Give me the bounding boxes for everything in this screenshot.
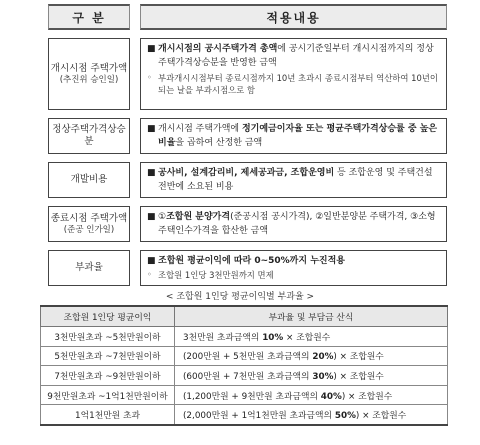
- emphasis-text: 개시시점의 공시주택가격 총액: [158, 44, 278, 54]
- list-item: ◦ 조합원 1인당 3천만원까지 면제: [147, 269, 274, 280]
- table-row: [41, 385, 448, 405]
- content-box-start-price: [140, 38, 447, 110]
- row-label: 개발비용: [70, 174, 108, 186]
- column-header-content-label: 적용내용: [266, 10, 321, 25]
- table-row: [41, 327, 448, 347]
- formula-cell: (1,200만원 + 9천만원 초과금액의 40%) × 조합원수: [175, 385, 448, 405]
- row-label: 부과율: [75, 262, 103, 274]
- range-cell: 3천만원초과 ~5천만원이하: [41, 327, 175, 347]
- row-label: 종료시점 주택가액: [50, 212, 128, 224]
- range-cell: 5천만원초과 ~7천만원이하: [41, 346, 175, 366]
- label-box-normal-increase: [48, 118, 130, 154]
- formula-cell: (200만원 + 5천만원 초과금액의 20%) × 조합원수: [175, 346, 448, 366]
- levy-rate-table: [40, 305, 448, 426]
- content-box-normal-increase: [140, 118, 447, 154]
- table-row: [41, 366, 448, 386]
- list-item: ■ ①조합원 분양가격(준공시점 공시가격), ②일반분양분 주택가격, ③소형주택인수가격을 합산한 금액: [147, 212, 436, 236]
- table-header-cell: 조합원 1인당 평균이익: [41, 306, 175, 327]
- row-label: 개시시점 주택가액: [50, 62, 128, 74]
- range-cell: 1억1천만원 초과: [41, 405, 175, 425]
- row-sublabel: (준공 인가일): [63, 224, 115, 235]
- column-header-category: [48, 4, 130, 30]
- emphasis-text: 공사비, 설계감리비, 제세공과금, 조합운영비: [158, 168, 335, 178]
- content-box-development-cost: [140, 162, 447, 198]
- list-item: ■ 공사비, 설계감리비, 제세공과금, 조합운영비 등 조합운영 및 주택건설 전반에 소요된 비용: [147, 168, 433, 192]
- column-header-category-label: 구 분: [72, 10, 106, 25]
- list-item: ■ 개시시점의 공시주택가격 총액에 공시기준일부터 개시시점까지의 정상주택가격상승분을 반영한 금액: [147, 44, 434, 68]
- row-sublabel: (추진위 승인일): [59, 74, 119, 85]
- table-header-cell: 부과율 및 부담금 산식: [175, 306, 448, 327]
- emphasis-text: 조합원 평균이익에 따라 0~50%까지 누진적용: [158, 256, 345, 266]
- formula-cell: 3천만원 초과금액의 10% × 조합원수: [175, 327, 448, 347]
- list-item: ■ 개시시점 주택가액에 정기예금이자율 또는 평균주택가격상승률 중 높은 비율을 곱하여 산정한 금액: [147, 124, 438, 148]
- content-box-levy-rate: [140, 250, 447, 286]
- label-box-start-price: [48, 38, 130, 110]
- emphasis-text: 조합원 분양가격: [166, 212, 231, 222]
- list-item: ■ 조합원 평균이익에 따라 0~50%까지 누진적용: [147, 256, 345, 266]
- table-row: [41, 405, 448, 425]
- label-box-development-cost: [48, 162, 130, 198]
- content-box-end-price: [140, 206, 447, 242]
- row-label: 정상주택가격상승분: [52, 124, 126, 147]
- column-header-content: [140, 4, 447, 30]
- formula-cell: (2,000만원 + 1억1천만원 초과금액의 50%) × 조합원수: [175, 405, 448, 425]
- label-box-end-price: [48, 206, 130, 242]
- formula-cell: (600만원 + 7천만원 초과금액의 30%) × 조합원수: [175, 366, 448, 386]
- label-box-levy-rate: [48, 250, 130, 286]
- table-header-row: [41, 306, 448, 327]
- table-caption: < 조합원 1인당 평균이익별 부과율 >: [165, 292, 315, 302]
- range-cell: 9천만원초과 ~1억1천만원이하: [41, 385, 175, 405]
- emphasis-text: 정기예금이자율 또는 평균주택가격상승률 중 높은 비율: [158, 124, 438, 148]
- table-row: [41, 346, 448, 366]
- list-item: ◦ 부과개시시점부터 종료시점까지 10년 초과시 종료시점부터 역산하여 10년이 되는 날을 부과시점으로 함: [147, 72, 438, 96]
- range-cell: 7천만원초과 ~9천만원이하: [41, 366, 175, 386]
